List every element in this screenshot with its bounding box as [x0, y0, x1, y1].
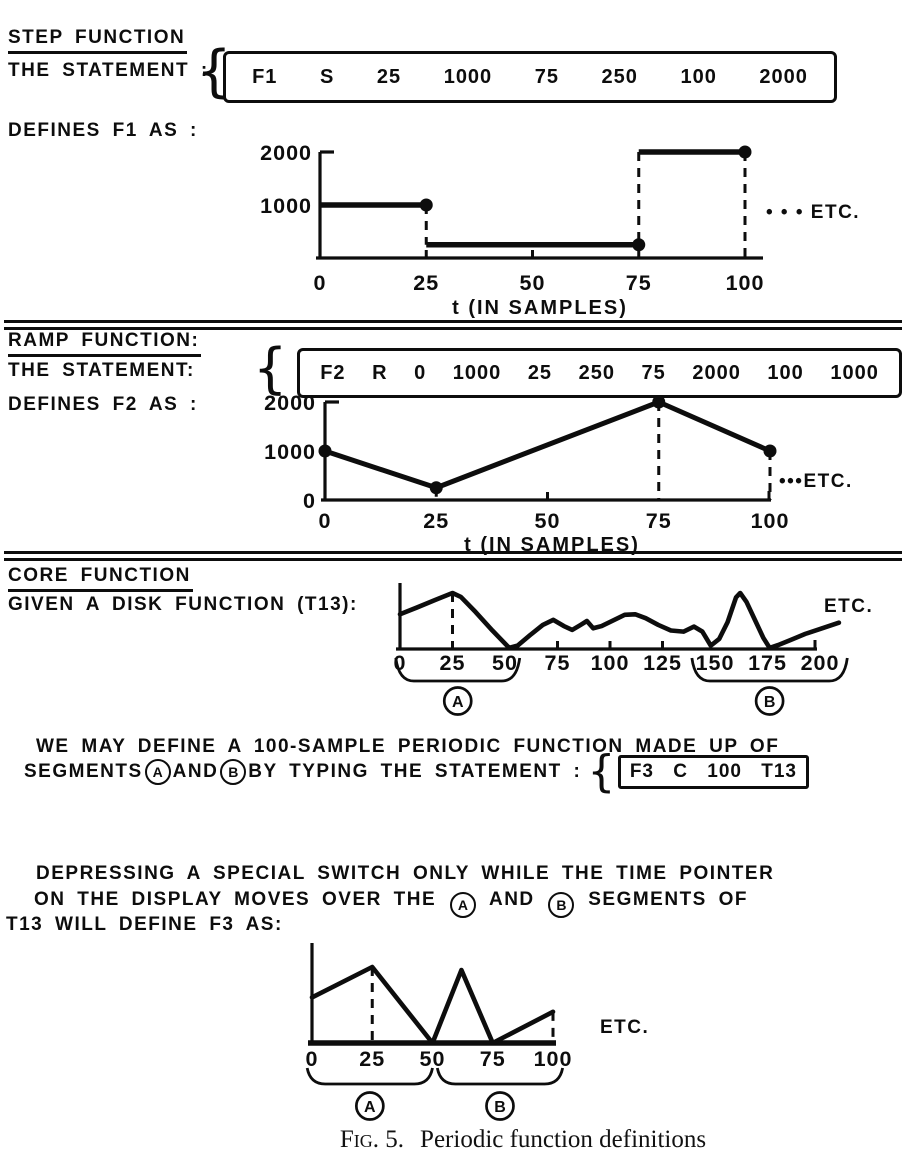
typing-statement-text: BY TYPING THE STATEMENT :: [248, 761, 582, 782]
svg-text:125: 125: [643, 651, 682, 675]
core-paragraph-line1: WE MAY DEFINE A 100-SAMPLE PERIODIC FUNCTION MADE UP OF: [36, 736, 780, 757]
svg-text:25: 25: [359, 1047, 386, 1071]
ramp-statement-label: THE STATEMENT:: [8, 360, 195, 381]
svg-text:1000: 1000: [264, 440, 316, 464]
svg-text:1000: 1000: [260, 194, 312, 218]
figure-number-label: Fig. 5.: [339, 1126, 405, 1153]
segments-text: SEGMENTS: [24, 761, 143, 782]
svg-text:0: 0: [305, 1047, 319, 1071]
svg-text:ETC.: ETC.: [824, 596, 874, 617]
svg-text:150: 150: [695, 651, 735, 675]
svg-text:0: 0: [318, 509, 332, 533]
f1-step-chart: [225, 125, 906, 325]
and-text: AND: [172, 761, 219, 782]
core-given-label: GIVEN A DISK FUNCTION (T13):: [8, 594, 358, 615]
svg-text:2000: 2000: [264, 391, 316, 415]
segments-of-text: SEGMENTS OF: [588, 889, 749, 910]
ramp-defines-label: DEFINES F2 AS :: [8, 394, 198, 415]
core-statement-box: F3 C 100 T13: [618, 755, 809, 789]
svg-text:•••ETC.: •••ETC.: [779, 471, 853, 492]
svg-text:A: A: [451, 694, 464, 711]
svg-text:175: 175: [748, 651, 787, 675]
circled-b-label: B: [548, 892, 574, 918]
svg-text:100: 100: [533, 1047, 573, 1071]
core-function-heading: CORE FUNCTION: [8, 565, 193, 592]
ramp-function-heading: RAMP FUNCTION:: [8, 330, 201, 357]
left-curly-brace: {: [253, 337, 288, 400]
svg-text:75: 75: [625, 271, 652, 295]
figure-caption-text: Periodic function definitions: [420, 1126, 707, 1153]
depressing-paragraph-line1: DEPRESSING A SPECIAL SWITCH ONLY WHILE THE TIME POINTER: [36, 863, 775, 884]
svg-text:100: 100: [590, 651, 630, 675]
section-divider: [4, 320, 902, 330]
depressing-paragraph-line3: T13 WILL DEFINE F3 AS:: [6, 914, 283, 935]
svg-text:0: 0: [303, 489, 316, 513]
svg-text:t (IN SAMPLES): t (IN SAMPLES): [452, 297, 628, 319]
svg-text:B: B: [763, 694, 776, 711]
svg-text:75: 75: [479, 1047, 506, 1071]
section-divider: [4, 551, 902, 561]
svg-text:0: 0: [313, 271, 327, 295]
ramp-statement-box: F2 R 0 1000 25 250 75 2000 100 1000: [297, 348, 902, 398]
svg-text:ETC.: ETC.: [600, 1017, 650, 1038]
and-text: AND: [488, 889, 535, 910]
svg-text:B: B: [494, 1099, 506, 1116]
circled-a-label: A: [450, 892, 476, 918]
svg-text:2000: 2000: [260, 141, 312, 165]
svg-text:25: 25: [413, 271, 440, 295]
svg-text:50: 50: [534, 509, 561, 533]
f2-ramp-chart: [240, 390, 906, 562]
svg-text:0: 0: [393, 651, 407, 675]
step-function-heading: STEP FUNCTION: [8, 27, 187, 54]
left-curly-brace: {: [196, 39, 232, 104]
svg-text:75: 75: [544, 651, 571, 675]
svg-text:50: 50: [419, 1047, 446, 1071]
svg-text:25: 25: [439, 651, 466, 675]
svg-text:200: 200: [800, 651, 840, 675]
figure-caption: [70, 1126, 906, 1154]
svg-text:A: A: [364, 1099, 376, 1116]
svg-text:• • • ETC.: • • • ETC.: [766, 202, 861, 223]
t13-disk-function-chart: [390, 576, 906, 726]
svg-text:25: 25: [423, 509, 450, 533]
svg-text:75: 75: [645, 509, 672, 533]
svg-text:50: 50: [519, 271, 546, 295]
step-statement-box: F1 S 25 1000 75 250 100 2000: [223, 51, 837, 103]
display-moves-text: ON THE DISPLAY MOVES OVER THE: [34, 889, 437, 910]
step-defines-label: DEFINES F1 AS :: [8, 120, 198, 141]
svg-text:t (IN SAMPLES): t (IN SAMPLES): [464, 534, 640, 556]
circled-a-label: A: [145, 759, 171, 785]
f3-core-function-chart: [290, 936, 700, 1126]
svg-text:50: 50: [492, 651, 518, 675]
svg-text:100: 100: [725, 271, 765, 295]
circled-b-label: B: [220, 759, 246, 785]
core-paragraph-line2: SEGMENTS A AND B BY TYPING THE STATEMENT : { F3 C 100 T13: [24, 750, 809, 794]
step-statement-label: THE STATEMENT :: [8, 60, 209, 81]
svg-text:100: 100: [750, 509, 790, 533]
